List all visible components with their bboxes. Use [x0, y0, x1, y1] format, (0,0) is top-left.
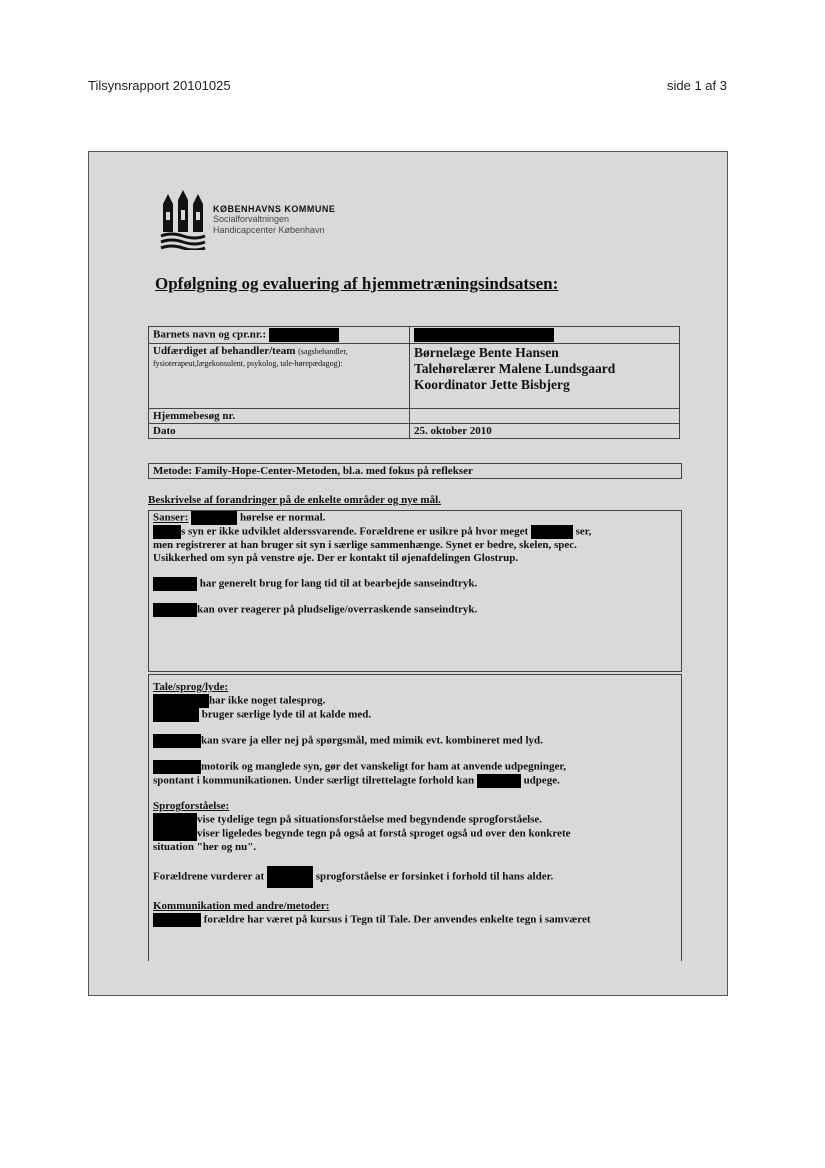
document-title: Opfølgning og evaluering af hjemmetræningsindsatsen:: [155, 274, 559, 293]
child-label: Barnets navn og cpr.nr.:: [153, 328, 267, 341]
speech-line: spontant i kommunikationen. Under særligt tilrettelagte forhold kan: [153, 774, 475, 787]
redacted-block: [153, 913, 201, 927]
redacted-block: [153, 577, 197, 591]
redacted-block: [477, 774, 521, 788]
description-heading: Beskrivelse af forandringer på de enkelte områder og nye mål.: [148, 494, 441, 506]
team-member: Børnelæge Bente Hansen: [414, 345, 559, 360]
senses-line: ser,: [575, 525, 592, 538]
date-label: Dato: [149, 424, 410, 439]
made-by-label: Udfærdiget af behandler/team: [153, 345, 296, 357]
redacted-block: [191, 511, 237, 525]
redacted-block: [153, 525, 181, 539]
redacted-block: [153, 760, 201, 774]
speech-line: sprogforståelse er forsinket i forhold til hans alder.: [315, 870, 554, 883]
table-row: [149, 344, 680, 409]
page-header: [88, 78, 727, 93]
speech-line: motorik og manglede syn, gør det vanskeligt for ham at anvende udpegninger,: [201, 760, 566, 773]
redacted-block: [414, 328, 554, 342]
visit-value: [410, 409, 680, 424]
child-label-cell: [149, 327, 410, 344]
redacted-block: [153, 694, 209, 708]
info-table: [148, 326, 680, 439]
senses-heading: Sanser:: [153, 511, 189, 524]
senses-line: kan over reagerer på pludselige/overraskende sanseindtryk.: [197, 603, 478, 616]
municipality-logo: [159, 190, 335, 250]
made-by-note: (sagsbehandler, fysioterapeut,lægekonsulent, psykolog, tale-hørepædagog):: [153, 347, 348, 368]
child-value-cell: [410, 327, 680, 344]
speech-line: har ikke noget talesprog.: [209, 694, 326, 707]
date-value: 25. oktober 2010: [410, 424, 680, 439]
redacted-block: [153, 708, 199, 722]
senses-line: har generelt brug for lang tid til at bearbejde sanseindtryk.: [199, 577, 478, 590]
logo-title: KØBENHAVNS KOMMUNE: [213, 204, 336, 214]
communication-heading: Kommunikation med andre/metoder:: [153, 900, 330, 912]
speech-line: forældre har været på kursus i Tegn til Tale. Der anvendes enkelte tegn i samværet: [203, 913, 591, 926]
senses-section: [148, 510, 682, 672]
speech-line: bruger særlige lyde til at kalde med.: [201, 708, 372, 721]
visit-label: Hjemmebesøg nr.: [149, 409, 410, 424]
report-id: Tilsynsrapport 20101025: [88, 78, 231, 93]
senses-line: men registrerer at han bruger sit syn i særlige sammenhænge. Synet er bedre, skelen, spec.: [153, 539, 577, 551]
made-by-cell: [149, 344, 410, 409]
senses-line: s syn er ikke udviklet alderssvarende. Forældrene er usikre på hvor meget: [181, 525, 529, 538]
speech-heading: Tale/sprog/lyde:: [153, 681, 229, 693]
redacted-block: [153, 813, 197, 827]
logo-subtitle-2: Handicapcenter København: [213, 225, 325, 235]
logo-subtitle-1: Socialforvaltningen: [213, 214, 290, 224]
page-number: side 1 af 3: [667, 78, 727, 93]
speech-line: situation "her og nu".: [153, 841, 257, 853]
redacted-block: [153, 827, 197, 841]
speech-line: viser ligeledes begynde tegn på også at forstå sproget også ud over den konkrete: [197, 827, 571, 840]
speech-line: Forældrene vurderer at: [153, 870, 265, 883]
senses-line: hørelse er normal.: [239, 511, 326, 524]
speech-line: kan svare ja eller nej på spørgsmål, med mimik evt. kombineret med lyd.: [201, 734, 543, 747]
table-row: [149, 327, 680, 344]
redacted-block: [153, 734, 201, 748]
redacted-block: [153, 603, 197, 617]
speech-line: vise tydelige tegn på situationsforståelse med begyndende sprogforståelse.: [197, 813, 543, 826]
table-row: [149, 409, 680, 424]
method-box: Metode: Family-Hope-Center-Metoden, bl.a. med fokus på reflekser: [148, 463, 682, 479]
table-row: [149, 424, 680, 439]
team-member: Talehørelærer Malene Lundsgaard: [414, 361, 616, 376]
senses-line: Usikkerhed om syn på venstre øje. Der er kontakt til øjenafdelingen Glostrup.: [153, 552, 519, 564]
redacted-block: [531, 525, 573, 539]
speech-section: [148, 674, 682, 961]
redacted-block: [267, 866, 313, 888]
comprehension-heading: Sprogforståelse:: [153, 800, 230, 812]
team-member: Koordinator Jette Bisbjerg: [414, 377, 570, 392]
scanned-document: [88, 151, 728, 996]
speech-line: udpege.: [523, 774, 560, 787]
coat-of-arms-icon: [159, 190, 207, 250]
team-cell: [410, 344, 680, 409]
redacted-block: [269, 328, 339, 342]
